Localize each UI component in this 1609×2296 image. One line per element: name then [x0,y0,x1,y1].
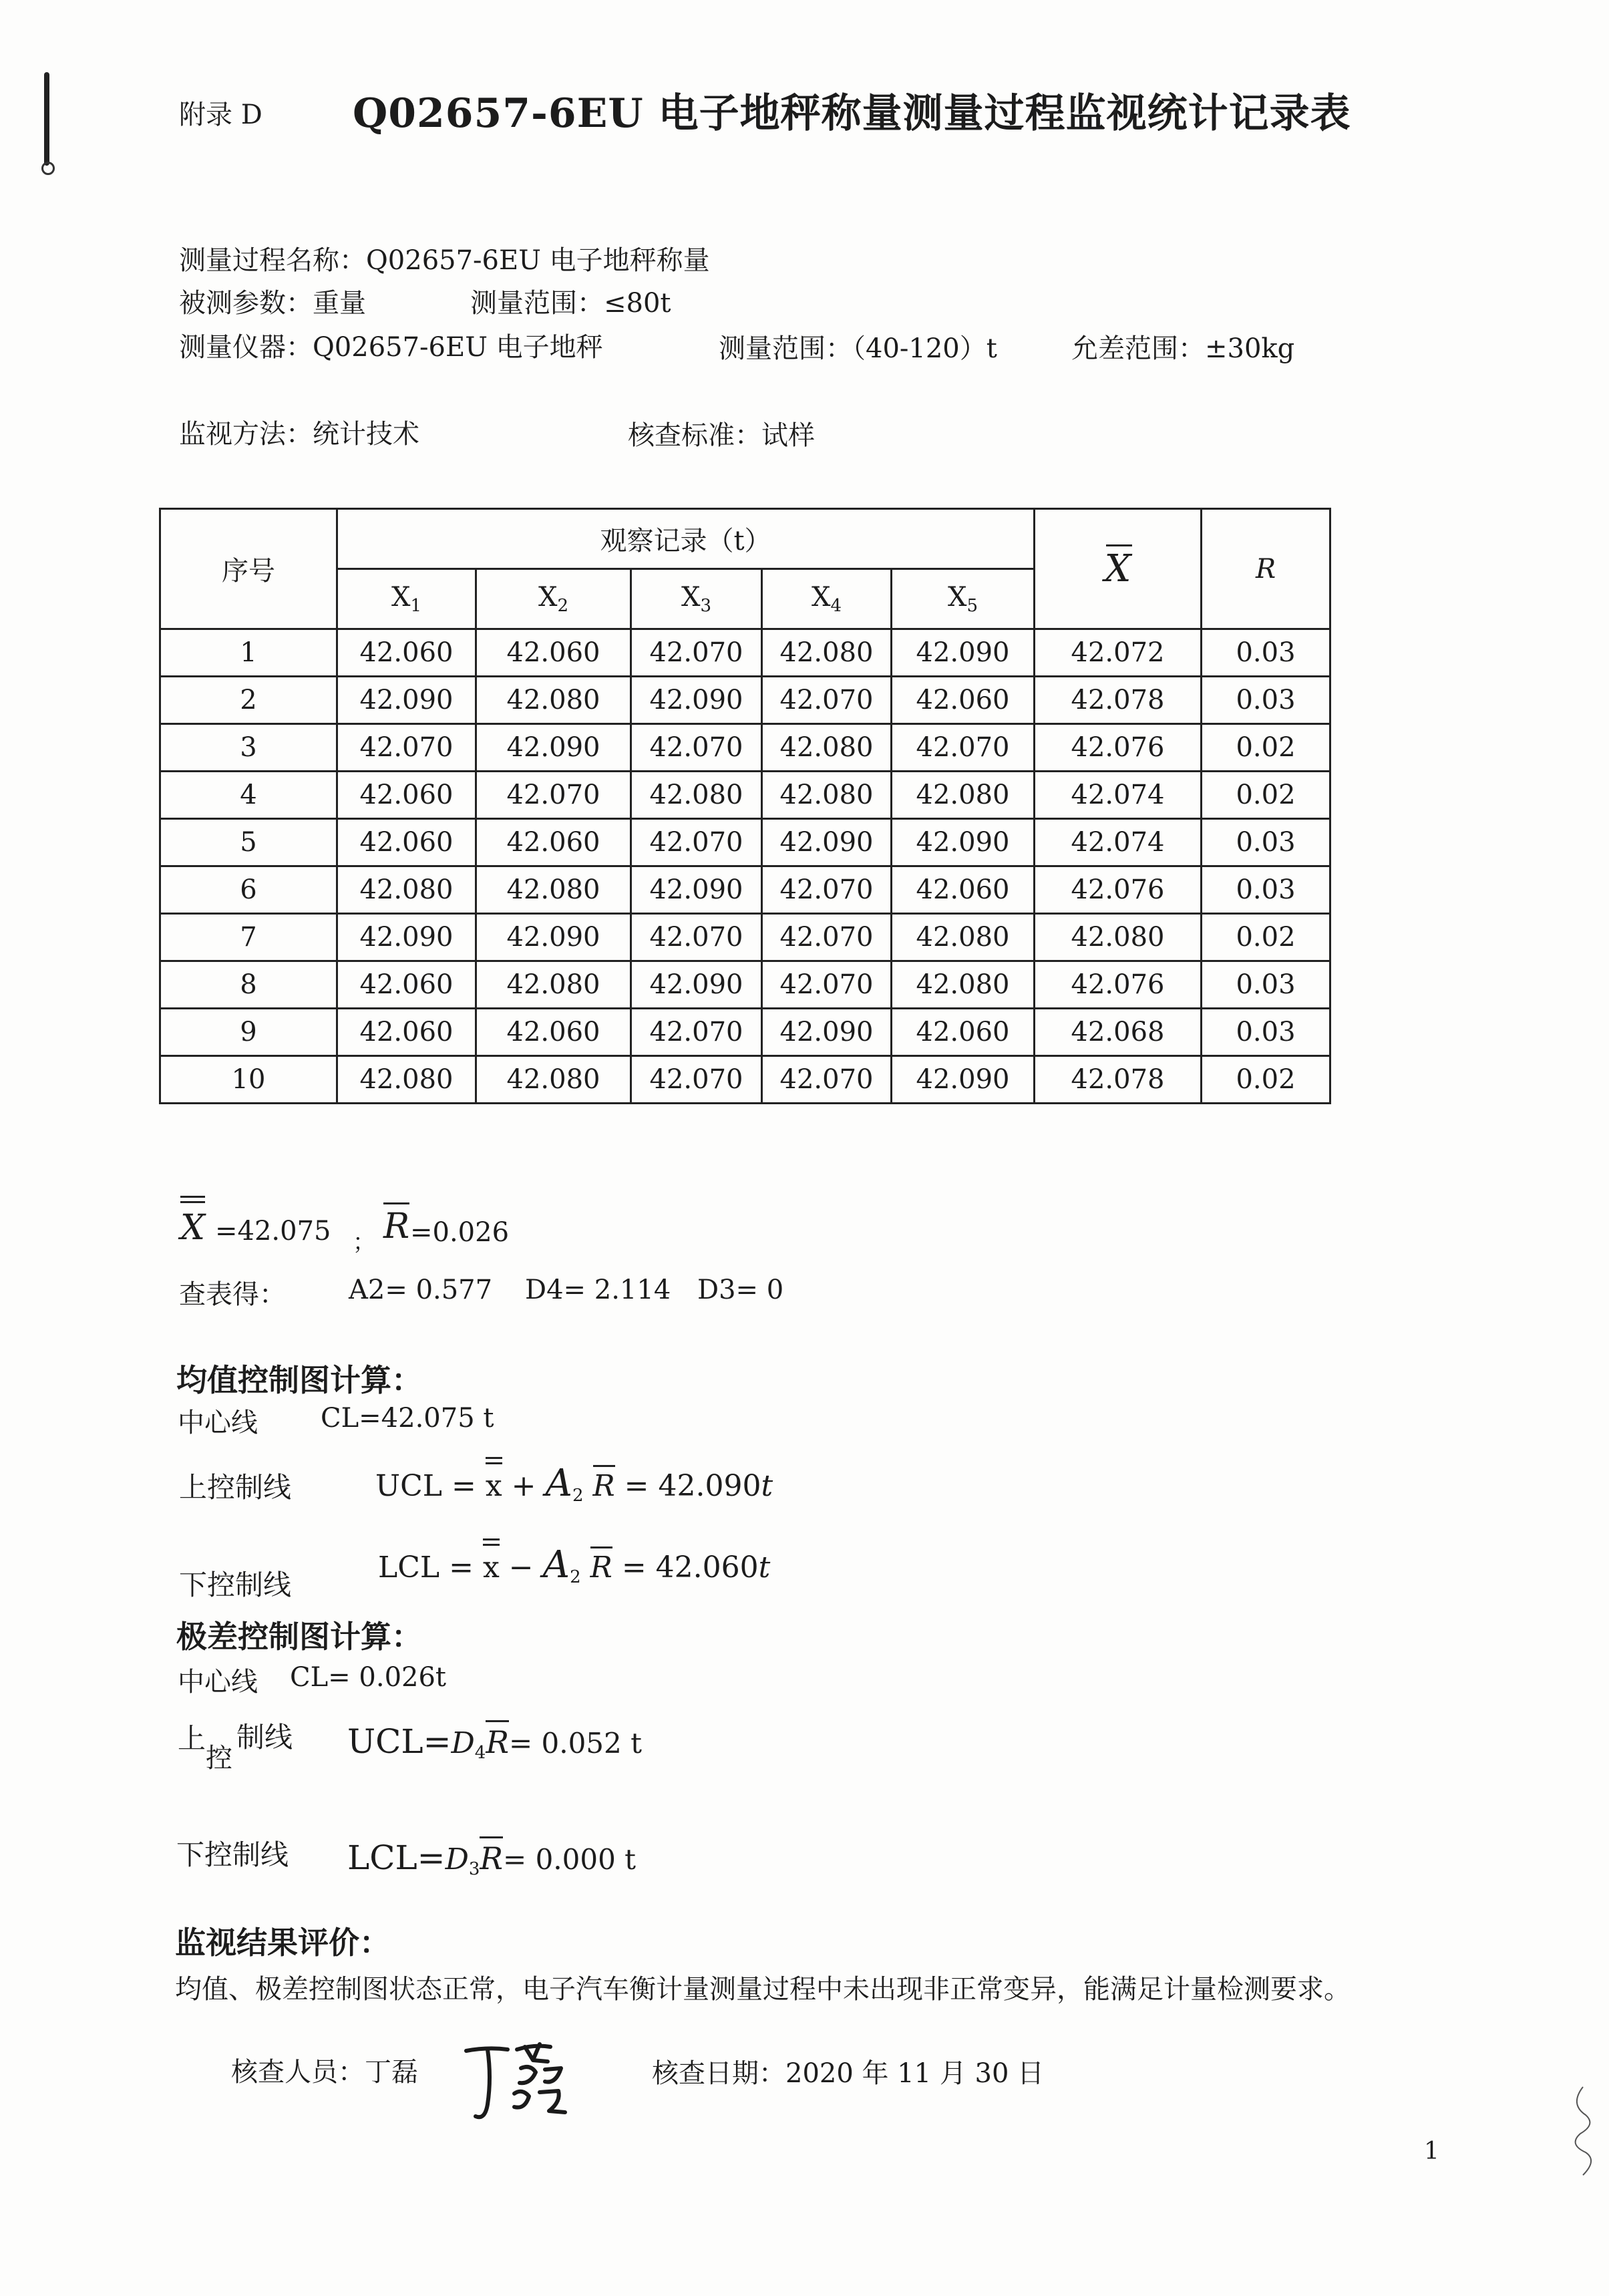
header-seq: 序号 [160,509,337,629]
cell-x5: 42.060 [892,866,1035,914]
row-number: 3 [160,724,337,772]
d4-constant: D4= 2.114 [525,1275,671,1305]
table-row [160,1009,1330,1056]
cell-x3: 42.070 [631,629,762,677]
range-lcl-d: D [445,1842,469,1876]
row-number: 8 [160,961,337,1009]
mean-lcl-label: 下控制线 [179,1569,292,1601]
measured-parameter: 被测参数：重量 [179,288,366,319]
cell-xbar: 42.074 [1035,772,1202,819]
range-ucl-label-2: 控 [206,1743,232,1774]
cell-x2: 42.090 [476,914,631,961]
cell-x1: 42.090 [337,677,476,724]
cell-r: 0.03 [1202,677,1330,724]
mean-center-label: 中心线 [178,1408,258,1438]
ucl-rbar: R [592,1469,615,1503]
cell-x3: 42.090 [631,866,762,914]
a2-constant: A2= 0.577 [349,1275,493,1305]
lcl-operator: − [508,1550,534,1585]
page-number: 1 [1424,2138,1439,2165]
cell-r: 0.03 [1202,866,1330,914]
cell-x5: 42.080 [892,914,1035,961]
range-lcl-label: 下控制线 [176,1838,289,1871]
cell-x5: 42.090 [892,629,1035,677]
cell-x1: 42.060 [337,1009,476,1056]
cell-xbar: 42.076 [1035,961,1202,1009]
table-row [160,1056,1330,1104]
row-number: 6 [160,866,337,914]
monitoring-method: 监视方法：统计技术 [179,419,419,450]
ucl-prefix: UCL = [375,1469,476,1503]
cell-x1: 42.060 [337,772,476,819]
mean-center-value: CL=42.075 t [321,1403,494,1434]
cell-x4: 42.070 [762,1056,892,1104]
rbar-symbol: R [383,1206,410,1247]
mean-ucl-label: 上控制线 [179,1471,292,1504]
cell-x5: 42.080 [892,772,1035,819]
ucl-a: A [545,1462,572,1505]
xbarbar-symbol: X [180,1208,206,1248]
lcl-a-sub: 2 [570,1567,581,1587]
cell-x1: 42.060 [337,819,476,866]
range-ucl-label-1: 上 [178,1722,206,1755]
row-number: 10 [160,1056,337,1104]
cell-x3: 42.070 [631,819,762,866]
mean-chart-heading: 均值控制图计算： [176,1362,422,1398]
table-row [160,866,1330,914]
range-ucl-d-sub: 4 [474,1743,486,1763]
cell-x4: 42.080 [762,772,892,819]
lcl-rbar: R [590,1550,612,1585]
ucl-operator: + [511,1469,536,1503]
cell-xbar: 42.072 [1035,629,1202,677]
table-row [160,677,1330,724]
cell-xbar: 42.078 [1035,1056,1202,1104]
cell-x3: 42.090 [631,677,762,724]
lcl-xbarbar: x [482,1550,500,1585]
lookup-label: 查表得： [179,1279,286,1310]
process-name: 测量过程名称：Q02657-6EU 电子地秤称量 [179,245,710,276]
range-center-label: 中心线 [178,1667,258,1697]
cell-x1: 42.080 [337,1056,476,1104]
cell-x3: 42.090 [631,961,762,1009]
ucl-result: = 42.090 [624,1469,761,1503]
mean-ucl-formula [375,1462,773,1506]
lcl-a: A [542,1543,570,1587]
table-row [160,724,1330,772]
cell-x3: 42.080 [631,772,762,819]
cell-x5: 42.060 [892,1009,1035,1056]
evaluation-heading: 监视结果评价： [175,1925,390,1961]
cell-x4: 42.080 [762,724,892,772]
row-number: 5 [160,819,337,866]
table-row [160,961,1330,1009]
header-x2: $X_2$ [476,569,631,629]
cell-x1: 42.070 [337,724,476,772]
cell-r: 0.03 [1202,819,1330,866]
range-lcl-rbar: R [480,1840,504,1876]
cell-xbar: 42.080 [1035,914,1202,961]
range-chart-heading: 极差控制图计算： [176,1619,422,1655]
cell-x2: 42.060 [476,1009,631,1056]
cell-x5: 42.070 [892,724,1035,772]
range-lcl-prefix: LCL= [347,1838,445,1877]
lcl-unit: t [758,1550,771,1585]
cell-x5: 42.090 [892,1056,1035,1104]
cell-x4: 42.080 [762,629,892,677]
range-ucl-d: D [451,1726,475,1760]
cell-x4: 42.090 [762,819,892,866]
instrument-range: 测量范围：（40-120）t [719,333,997,364]
cell-x1: 42.090 [337,914,476,961]
checker-name: 核查人员：丁磊 [231,2057,418,2088]
cell-xbar: 42.076 [1035,866,1202,914]
header-x1: $X_1$ [337,569,476,629]
cell-r: 0.03 [1202,961,1330,1009]
range-ucl-label-3: 制线 [236,1721,293,1754]
ucl-xbarbar: x [485,1469,502,1503]
header-x4: $X_4$ [762,569,892,629]
parameter-range: 测量范围：≤80t [470,288,671,319]
appendix-label: 附录 D [179,100,262,130]
lcl-prefix: LCL = [378,1550,474,1585]
ucl-a-sub: 2 [572,1486,584,1506]
range-center-value: CL= 0.026t [290,1662,446,1693]
cell-x5: 42.090 [892,819,1035,866]
cell-x5: 42.080 [892,961,1035,1009]
header-xbar: X [1035,509,1202,629]
cell-xbar: 42.068 [1035,1009,1202,1056]
range-lcl-d-sub: 3 [468,1859,480,1879]
cell-xbar: 42.076 [1035,724,1202,772]
check-standard: 核查标准：试样 [628,420,815,451]
lcl-result: = 42.060 [621,1550,759,1585]
cell-x1: 42.060 [337,629,476,677]
instrument: 测量仪器：Q02657-6EU 电子地秤 [179,332,603,363]
cell-xbar: 42.078 [1035,677,1202,724]
row-number: 4 [160,772,337,819]
header-r: R [1202,509,1330,629]
summary-separator: ； [353,1229,375,1256]
xbarbar-value: =42.075 [215,1216,331,1247]
row-number: 9 [160,1009,337,1056]
cell-x1: 42.060 [337,961,476,1009]
evaluation-text: 均值、极差控制图状态正常，电子汽车衡计量测量过程中未出现非正常变异，能满足计量检测要求。 [175,1974,1351,2005]
table-row [160,819,1330,866]
range-ucl-rbar: R [486,1724,509,1760]
cell-x2: 42.060 [476,819,631,866]
table-row [160,629,1330,677]
cell-r: 0.02 [1202,914,1330,961]
cell-x2: 42.080 [476,1056,631,1104]
mean-lcl-formula [378,1543,770,1587]
cell-x4: 42.070 [762,961,892,1009]
cell-x2: 42.080 [476,961,631,1009]
cell-x2: 42.080 [476,866,631,914]
row-number: 1 [160,629,337,677]
observation-table [159,508,1331,1104]
cell-x2: 42.090 [476,724,631,772]
range-lcl-result: = 0.000 t [503,1843,637,1876]
row-number: 7 [160,914,337,961]
scan-artifact [1563,2084,1603,2178]
cell-x3: 42.070 [631,1009,762,1056]
page-title: Q02657-6EU 电子地秤称量测量过程监视统计记录表 [353,90,1351,137]
table-row [160,914,1330,961]
cell-x2: 42.070 [476,772,631,819]
range-lcl-formula [347,1838,636,1879]
scan-binding-mark [44,72,49,166]
tolerance: 允差范围：±30kg [1071,333,1295,364]
ucl-unit: t [761,1469,773,1503]
cell-x4: 42.070 [762,866,892,914]
cell-x4: 42.070 [762,914,892,961]
header-x5: $X_5$ [892,569,1035,629]
handwritten-signature [461,2037,581,2131]
range-ucl-formula [347,1722,642,1763]
cell-r: 0.03 [1202,629,1330,677]
cell-x2: 42.080 [476,677,631,724]
cell-xbar: 42.074 [1035,819,1202,866]
cell-x5: 42.060 [892,677,1035,724]
range-ucl-result: = 0.052 t [508,1727,642,1760]
cell-x4: 42.070 [762,677,892,724]
cell-r: 0.02 [1202,1056,1330,1104]
cell-x3: 42.070 [631,914,762,961]
range-ucl-prefix: UCL= [347,1722,452,1761]
cell-x1: 42.080 [337,866,476,914]
cell-x3: 42.070 [631,1056,762,1104]
table-row [160,772,1330,819]
cell-x2: 42.060 [476,629,631,677]
d3-constant: D3= 0 [697,1275,784,1305]
cell-r: 0.03 [1202,1009,1330,1056]
cell-r: 0.02 [1202,724,1330,772]
cell-x3: 42.070 [631,724,762,772]
header-observations: 观察记录（t） [337,509,1035,569]
cell-r: 0.02 [1202,772,1330,819]
row-number: 2 [160,677,337,724]
check-date: 核查日期：2020 年 11 月 30 日 [652,2058,1045,2089]
cell-x4: 42.090 [762,1009,892,1056]
header-x3: $X_3$ [631,569,762,629]
rbar-value: =0.026 [410,1217,510,1248]
